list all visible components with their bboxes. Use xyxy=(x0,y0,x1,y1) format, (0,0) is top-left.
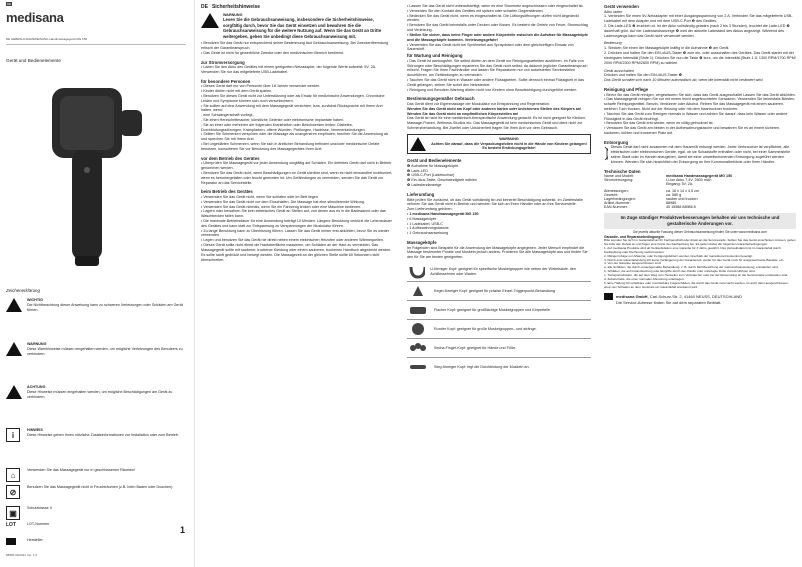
control-item: ❺ Ladestandanzeige xyxy=(407,183,442,188)
no-bath-icon: ⊘ xyxy=(6,485,20,499)
heading-before: vor dem Betrieb des Gerätes xyxy=(201,155,260,161)
tech-key: EAN-Nummer: xyxy=(604,205,628,210)
head-round xyxy=(407,320,591,339)
disposal-block xyxy=(604,145,796,164)
para-top: • Lassen Sie das Gerät nicht unbeaufsichtigt, wenn es eine Stromnetz angeschlossen oder eingeschaltet ist. • Vermeiden Sie den Kontakt des Gerätes mit spitzen oder scharfen Gegenständen. • Bedecken Sie das Gerät nicht, wenn es eingeschaltet ist. Die Lüftungsöffnungen dürfen nicht abgedeckt werden. • Benutzen Sie das Gerät keinesfalls unter Decken oder Kissen. Es besteht die Gefahr von Feuer, Stromschlag und Verletzung. xyxy=(407,4,588,33)
heading-cleaning: Reinigung und Pflege xyxy=(604,86,649,92)
changes-title: Im Zuge ständiger Produktverbesserungen behalten wir uns technische und gestalterische Änderungen vor. xyxy=(620,215,780,226)
safety-warning-block xyxy=(197,11,397,42)
para-off-auto: Das Gerät schaltet sich nach 10 Minuten automatisch ab, wenn die Intensität nicht verändert wird. xyxy=(604,78,764,83)
symbol-no-bath xyxy=(6,485,188,499)
warning-label: ACHTUNG xyxy=(27,385,46,389)
warning-text: Diese Warnhinweise müssen eingehalten werden, um mögliche Verletzungen des Benutzers zu verhindern. xyxy=(27,346,183,356)
delivery-item: • 1 Gebrauchsanweisung xyxy=(407,231,449,236)
head-flat xyxy=(407,301,591,320)
company-block xyxy=(600,289,800,300)
tech-key: Gewicht: xyxy=(604,193,619,198)
warning-triangle-icon xyxy=(6,298,22,312)
lang-label: DE xyxy=(201,4,208,10)
double-square-icon: ▣ xyxy=(6,506,20,520)
symbol-text: Hersteller xyxy=(27,538,43,542)
delivery-item: • 1 Ladekabel, USB-C xyxy=(407,221,443,226)
para-charge: 1. Verbinden Sie einen 5V-Netzadapter mit einer Ausgangsspannung von 2 A. Verbinden Sie das mitgelieferte USB-Ladekabel mit dem Adapter und mit dem USB-C-Port ❸ des Gerätes. 2. Die Lade-LED ❷ leuchtet rot. Ist der Akku vollständig geladen (nach 2 bis 3 Stunden), leuchtet die Lade-LED ❷ dauerhaft grün. Auf der Ladestandsanzeige ❺ wird der aktuelle Ladestand des Akkus angezeigt. Während des Ladevorgangs kann das Gerät nicht verwendet werden. xyxy=(604,14,793,38)
head-u xyxy=(407,263,591,282)
para-intended-use: Das Gerät dient zur Eigenmassage der Muskulatur zur Entspannung und Regeneration. xyxy=(407,101,551,106)
page-number: 1 xyxy=(180,525,186,535)
subheading-off: Gerät ausschalten xyxy=(604,68,634,73)
tech-value: sauber und trocken xyxy=(666,197,698,202)
heading-persons: für besondere Personen xyxy=(201,78,251,84)
heading-intended-use: Bestimmungsgemäßer Gebrauch xyxy=(407,96,475,102)
para-disposal: Dieses Gerät darf nicht zusammen mit dem Hausmüll entsorgt werden. Jeder Verbraucher ist verpflichtet, alle elektrischen oder elektronischen Geräte, egal, ob sie Schadstoffe enthalten oder nicht, bei einer Sammelstelle seiner Stadt oder im Handel abzugeben, damit sie einer umweltschonenden Entsorgung zugeführt werden können. Wenden Sie sich hinsichtlich der Entsorgung an Ihre Kommunalbehörde oder Ihren Händler. xyxy=(610,145,791,164)
safety-header xyxy=(197,0,397,11)
para-maintenance: • Das Gerät ist wartungsfrei. Sie selbst dürfen an dem Gerät nur Reinigungsarbeiten ausführen. Im Falle von Störungen oder Beschädigungen reparieren Sie das Gerät nicht selbst, da dadurch jeglicher Garantieanspruch erlischt. Fragen Sie Ihren Fachhändler und lassen Sie Reparaturen nur von autorisierten Servicestellen durchführen, um Gefährdungen zu vermeiden. • Tauchen Sie das Gerät nicht in Wasser oder andere Flüssigkeiten. Sollte dennoch einmal Flüssigkeit in das Gerät gelangen, ziehen Sie sofort den Netzstecker. • Reinigung und Benutzer-Wartung dürfen nicht von Kindern ohne Beaufsichtigung durchgeführt werden. xyxy=(407,58,588,92)
delivery-item: • 1 medisana Handmassagegerät MG 150 xyxy=(407,211,479,216)
heading-heads: Massageköpfe xyxy=(407,240,437,245)
service-note: Die Service-Adresse finden Sie auf dem separaten Beiblatt. xyxy=(616,300,722,306)
para-operation: 1. Stecken Sie einen der Massageköpfe kräftig in die Aufnahme ❶ am Gerät. 2. Drücken und halten Sie den EIN-/AUS-Taster ❹ zum ein- oder ausschalten des Gerätes. Das Gerät startet mit der niedrigsten Intensität (Stufe 1). Drücken Sie nun die Taste ❹ kurz, um die Intensität (Stufe 1-5; 1300 RPM/1700 RPM/ 2000 RPM/2300 RPM/2600 RPM) zu wählen. xyxy=(604,46,796,65)
heading-warranty: Garantie- und Reparaturbedingungen xyxy=(604,234,665,239)
tech-key: Abmessungen: xyxy=(604,189,629,194)
para-power: • Laden Sie den Akku des Gerätes mit einem geeigneten Netzadapter, der folgende Werte aufweist: 5V, 2A. Verwenden Sie nur das mitgelieferte USB-Ladekabel. xyxy=(201,65,377,74)
cone-head-icon xyxy=(407,284,429,298)
control-item: ❸ USB-C-Port (Ladebuchse) xyxy=(407,173,455,178)
para-usage: • Benutzen Sie das Gerät nur entsprechend seiner Bestimmung laut Gebrauchsanweisung. Bei Zweckentfremdung erlischt der Garantieanspruch. xyxy=(201,41,389,50)
heading-delivery: Lieferumfang xyxy=(407,191,435,197)
company-name: medisana GmbH xyxy=(616,294,648,300)
warning-caution xyxy=(6,385,188,399)
heading-controls: Gerät und Bedienelemente xyxy=(407,158,462,164)
symbol-protection-class xyxy=(6,506,188,520)
delivery-item: • 1 Aufbewahrungstasche xyxy=(407,226,449,231)
para-heads: Im Folgenden sind Beispiele für die Anwendung der Massageköpfe angegeben. Jeder Mensch empfindet die Massage bestimmter Punkte und Muskeln jedoch anders. Probieren Sie alle Massageköpfe aus und finden Sie den für Sie am besten geeigneten. xyxy=(407,245,588,260)
column-operation xyxy=(600,0,800,567)
head-text: Kegel-förmiger Kopf: geeignet für präzise Einzel-Triggerpunkt-Behandlung xyxy=(434,288,556,293)
symbol-text: Benutzen Sie das Massagegerät nicht in Feuchträumen (z.B. beim Baden oder Duschen). xyxy=(27,485,174,489)
column-cover xyxy=(0,0,195,567)
heading-disposal: Entsorgung xyxy=(604,139,629,145)
subheading-operation: Bedienung xyxy=(604,41,622,46)
para-operation: • Verwenden Sie das Gerät nicht, wenn Sie schlafen oder im Bett liegen. • Verwenden Sie das Gerät nicht vor dem Einschlafen. Die Massage hat eine stimulierende Wirkung. • Verwenden Sie das Gerät niemals, wenn Sie ein Fahrzeug lenken oder eine Maschine bedienen. • Lagern oder bewahren Sie kein elektrisches Gerät an Stellen auf, von denen aus es in die Badewanne oder das Waschbecken fallen kann. • Die maximale Betriebsdauer für eine Anwendung beträgt 10 Minuten. Längere Benutzung verkürzt die Lebensdauer des Gerätes und kann statt zur Entspannung zu Verspannungen der Muskulatur führen. • Zu lange Benutzung kann zu Überhitzung führen. Lassen Sie das Gerät immer erst abkühlen, bevor Sie es wieder verwenden. • Legen und benutzen Sie das Gerät nie direkt neben einem elektrischen Heizofen oder anderen Wärmequellen. • Dieses Gerät sollte nicht direkt die Hautoberfläche massieren, um Schäden an der Haut zu vermeiden. Das Massagegerät sollte mit sauberer, trockener Kleidung oder einem sauberen, trockenen Handtuch abgedeckt werden. Es sollte sanft gedrückt und bewegt werden. Die Massagezeit an der gleichen Stelle sollte 60 Sekunden nicht überschreiten. xyxy=(201,194,392,262)
tech-value: Li-Ion Akku 7,4V, 2600 mAh Eingang: 5V, 2A xyxy=(666,178,712,187)
round-head-icon xyxy=(407,322,429,336)
u-head-icon xyxy=(407,265,425,279)
tech-key: Stromversorgung: xyxy=(604,178,634,183)
head-finger xyxy=(407,339,591,358)
heads-list xyxy=(403,260,595,376)
factory-icon xyxy=(6,538,16,545)
warning-text: Die Nichtbeachtung dieser Anweisung kann zu schweren Verletzungen oder Schäden am Gerät führen. xyxy=(27,302,183,312)
symbol-manufacturer xyxy=(6,538,188,545)
factory-icon xyxy=(604,293,613,300)
header-divider xyxy=(6,44,186,45)
legend-title: Zeichenerklärung xyxy=(6,288,40,293)
para-before: • Überprüfen Sie Massagegerät vor jeder Anwendung sorgfältig auf Schäden. Ein defektes Gerät darf nicht in Betrieb genommen werden. • Benutzen Sie das Gerät nicht, wenn Beschädigungen an Gerät sichtbar sind, wenn es nicht einwandfrei funktioniert, wenn es heruntergefallen oder feucht geworden ist. Um Gefährdungen zu vermeiden, senden Sie das Gerät zur Reparatur an das Servicestelle. xyxy=(201,161,393,185)
para-off: Drücken und halten Sie den EIN-/AUS-Taster ❹ xyxy=(604,73,683,78)
para-persons: • Dieses Gerät darf nur von Personen über 18 Jahren verwendet werden. • Kinder dürfen nicht mit dem Gerät spielen. • Benutzen Sie dieses Gerät nicht zur Unterstützung oder als Ersatz für medizinische Anwendungen. Chronische Leiden und Symptome können sich noch verschlechtern. • Sie sollten auf eine Anwendung mit dem Massagegerät verzichten, bzw. zunächst Rücksprache mit Ihrem Arzt halten, wenn: - eine Schwangerschaft vorliegt, - Sie einen Herzschrittmacher, künstliche Gelenke oder elektronische Implantate haben. - Sie an einer oder mehreren der folgenden Krankheiten oder Beschwerden leiden: Diabetes, Durchblutungsstörungen, Krampfadern, offene Wunden, Prellungen, Hautrisse, Venenentzündungen. • Sollten Sie Schmerzen verspüren oder die Massage als unangenehm empfinden, brechen Sie die Anwendung ab und sprechen Sie mit Ihrem Arzt. • Bei ungeklärten Schmerzen, wenn Sie sich in ärztlicher Behandlung befinden und/oder medizinische Geräte benutzen, konsultieren Sie vor Benutzung des Massagegerätes Ihren Arzt. xyxy=(201,84,389,151)
section-title: Sicherheitshinweise xyxy=(211,4,261,10)
tech-value: ca. 580 g xyxy=(666,193,682,198)
symbol-text: Schutzklasse II xyxy=(27,506,52,510)
language-tag: DE xyxy=(7,2,12,6)
para-warranty: Bitte wenden Sie sich im Garantiefall an Ihr Fachgeschäft oder direkt an die Servicestelle. Sollten Sie das Gerät einschicken müssen, geben Sie bitte den Defekt an und fügen eine Kopie der Kaufquittung bei. Es gelten dabei die folgenden Garantiebedingungen: 1. Auf medisana Produkte wird ab Verkaufsdatum eine Garantie für 3 Jahre gewährt. Das Verkaufsdatum ist im Garantiefall durch Kaufquittung oder Rechnung nachzuweisen. 2. Mängel infolge von Material- oder Fertigungsfehlern werden innerhalb der Garantiezeit kostenlos beseitigt. 3. Durch eine Garantieleistung tritt keine Verlängerung der Garantiezeit, weder für das Gerät noch für ausgewechselte Bauteile, ein. 4. Von der Garantie ausgeschlossen sind: a. alle Schäden, die durch unsachgemäße Behandlung, z. B. durch Nichtbeachtung der Gebrauchsanweisung, entstanden sind. b. Schäden, die auf Instandsetzung oder Eingriffe durch den Käufer oder unbefugte Dritte zurückzuführen sind. c. Transportschäden, die auf dem Weg vom Hersteller zum Verbraucher oder bei der Einsendung an die Servicestelle entstanden sind. d. Zubehörteile, die einer normalen Abnutzung unterliegen. 5. Eine Haftung für mittelbare oder unmittelbare Folgeschäden, die durch das Gerät verursacht werden, ist auch dann ausgeschlossen, wenn der Schaden an dem Gerät als ein Garantiefall anerkannt wird. xyxy=(604,238,796,289)
tech-key: Lagerbedingungen: xyxy=(604,197,636,202)
intro-text: Lesen Sie die Gebrauchsanweisung, insbesondere die Sicherheitshinweise, sorgfältig durch, bevor Sie das Gerät einsetzen und bewahren Sie die Gebrauchsanweisung für die weitere Nutzung auf. Wenn Sie das Gerät an Dritte weitergeben, geben Sie unbedingt diese Gebrauchsanweisung mit. xyxy=(223,17,382,39)
control-item: ❶ Aufnahme für Massageköpfe xyxy=(407,163,459,168)
warning-triangle-icon xyxy=(6,385,22,399)
para-intended-use-bold: Wenden Sie das Gerät nicht am Kopf oder anderen harten oder knöchernen Stellen des Körpers an! Wenden Sie das Gerät nicht an empfindlichen Körperstellen an! xyxy=(407,106,582,116)
warning-text: Diese Hinweise müssen eingehalten werden, um mögliche Beschädigungen am Gerät zu verhindern. xyxy=(27,389,173,399)
tech-value: 40 15588 88986 8 xyxy=(666,205,696,210)
house-icon: ⌂ xyxy=(6,468,20,482)
tech-value: medisana Handmassagegerät MG 150 xyxy=(666,174,733,179)
heading-operation: beim Betrieb des Gerätes xyxy=(201,189,253,195)
flat-head-icon xyxy=(407,303,429,317)
tech-row xyxy=(604,186,796,193)
para-intended-use-2: Das Gerät ist nicht für eine medizinisch-therapeutische Anwendung gedacht. Es ist nicht geeignet für Kliniken, Massage-Praxen, Wellness-Studios etc. Das Massagegerät ist kein medizinisches Gerät und dient nicht zur Schmerzbehandlung. Bei Zweifel oder Unsicherheit fragen Sie Ihren Arzt vor dem Gebrauch. xyxy=(407,116,587,131)
warning-label: HINWEIS xyxy=(27,428,43,432)
tech-key: Artikel-Nummer: xyxy=(604,201,631,206)
heading-tech: Technische Daten xyxy=(604,168,641,174)
tech-row xyxy=(604,178,796,186)
head-bar xyxy=(407,358,591,376)
control-item: ❷ Lade-LED xyxy=(407,168,428,173)
tech-value: ca. 16 x 14 x 4,5 cm xyxy=(666,189,699,194)
warning-triangle-icon xyxy=(6,342,22,356)
column-safety xyxy=(197,0,397,567)
column-usage xyxy=(403,0,595,567)
head-text: Runder Kopf: geeignet für große Muskelgruppen– und stränge. xyxy=(434,326,537,331)
warning-text: Diese Hinweise geben Ihnen nützliche Zusatzinformationen zur Installation oder zum Betrieb. xyxy=(27,432,179,437)
tech-table xyxy=(604,174,796,209)
symbol-text: LOT-Nummer xyxy=(27,522,50,526)
breadcrumb: DE GEBRAUCHSANWEISUNG Handmassagegerät MG 150 xyxy=(6,37,88,41)
symbol-lot xyxy=(6,522,188,529)
warning-label: WARNUNG xyxy=(27,342,47,346)
heading-power: zur Stromversorgung xyxy=(201,59,245,65)
warning-label: WICHTIG xyxy=(27,298,43,302)
warning-important xyxy=(6,298,188,312)
para-delivery: Bitte prüfen Sie zunächst, ob das Gerät vollständig ist und keinerlei Beschädigung aufweist. Im Zweifelsfalle nehmen Sie das Gerät nicht in Betrieb und wenden Sie sich an Ihren Händler oder an Ihre Servicestelle. Zum Lieferumfang gehören: xyxy=(407,197,583,212)
symbol-text: Verwenden Sie das Massagegerät nur in geschlossenen Räumen! xyxy=(27,468,136,472)
bar-head-icon xyxy=(407,360,429,374)
warning-label: WARNUNG xyxy=(223,12,243,17)
para-commercial: • Das Gerät ist nicht für gewerbliche Zwecke oder den medizinischen Bereich bestimmt. xyxy=(201,50,344,55)
head-text: Secha-Finger-Kopf: geeignet für Hände und Füße. xyxy=(434,345,517,350)
heading-use: Gerät verwenden xyxy=(604,4,639,9)
massage-gun-illustration xyxy=(42,80,152,280)
warning-triangle-icon xyxy=(201,13,219,28)
tech-row xyxy=(604,205,796,209)
head-text: Steg-förmiger Kopf: regt die Durchblutung der Muskeln an. xyxy=(434,364,530,369)
warning-triangle-icon xyxy=(410,137,426,151)
medisana-logo: medisana xyxy=(6,10,64,25)
heading-maintenance: für Wartung und Reinigung xyxy=(407,53,463,59)
delivery-item: • 6 Massageköpfe xyxy=(407,216,437,221)
doc-footer: 88986 06/2021 Ver. 1.0 xyxy=(6,553,38,557)
para-fingers: • Stellen Sie sicher, dass keine Finger oder andere Körperteile zwischen die Aufsätze für Massageköpfe und die Massageköpfe kommen. Verletzungsgefahr! xyxy=(407,32,588,42)
control-item: ❹ Ein-/Aus-Taste, Geschwindigkeit wählen xyxy=(407,178,477,183)
changes-sub: Die jeweils aktuelle Fassung dieser Gebrauchsanweisung finden Sie unter www.medisana.com xyxy=(633,229,767,234)
para-cleaning: • Bevor Sie das Gerät reinigen, vergewissern Sie sich, dass das Gerät ausgeschaltet Lassen Sie das Gerät abkühlen. • Das Massagegerät reinigen Sie nur mit einem leicht angefeuchteten Schwamm. Verwenden Sie keinesfalls Bürsten, scharfe Reinigungsmittel, Benzin, Verdünner oder Alkohol. Reiben Sie das Massagegerät mit einem sauberen, weichen Tuch trocken. Nicht auf der Heizung oder mit dem Haartrockner trocknen. • Tauchen Sie das Gerät zum Reinigen niemals in Wasser und achten Sie darauf, dass kein Wasser oder andere Flüssigkeit in das Gerät eindringt. • Benutzen Sie das Gerät erst wieder, wenn es völlig getrocknet ist. • Verstauen Sie das Gerät am besten in der Aufbewahrungstasche und bewahren Sie es an einem sicheren, sauberen, kühlen und trockenen Platz auf. xyxy=(604,92,796,136)
lot-icon: LOT xyxy=(6,522,16,528)
tech-value: 88986 xyxy=(666,201,677,206)
head-text: U-förmiger Kopf: geeignet für spezifische Muskelgruppen wie neben der Wirbelsäule, den Achillessehnen oder Waden. xyxy=(430,267,577,277)
company-address: , Carl-Schurz-Str. 2, 41460 NEUSS, DEUTSCHLAND xyxy=(647,294,743,300)
subheading-charge: Akku laden xyxy=(604,9,623,14)
warning-text: Achten Sie darauf, dass die Verpackungsfolien nicht in die Hände von Kindern gelangen! Es besteht Erstickungsgefahr! xyxy=(431,141,587,151)
tech-key: Name und Modell: xyxy=(604,174,634,179)
head-cone xyxy=(407,282,591,301)
head-text: Flacher Kopf: geeignet für großflächige Muskelgruppen und Körperteile xyxy=(434,307,551,312)
changes-box xyxy=(604,213,796,228)
info-icon: i xyxy=(6,428,20,442)
device-section-title: Gerät und Bedienelemente xyxy=(6,58,61,63)
packaging-warning-box xyxy=(407,134,591,154)
para-spray: • Verwenden Sie das Gerät nicht bei Sprühnebel aus Spraydosen oder dem gleichzeitigen Einsatz von Sauerstoff. xyxy=(407,42,574,52)
symbol-indoor xyxy=(6,468,188,482)
crossed-bin-icon xyxy=(604,145,608,161)
finger-head-icon xyxy=(407,341,429,355)
warning-warning xyxy=(6,342,188,356)
warning-label: WARNUNG xyxy=(499,136,519,141)
warning-notice xyxy=(6,428,188,442)
